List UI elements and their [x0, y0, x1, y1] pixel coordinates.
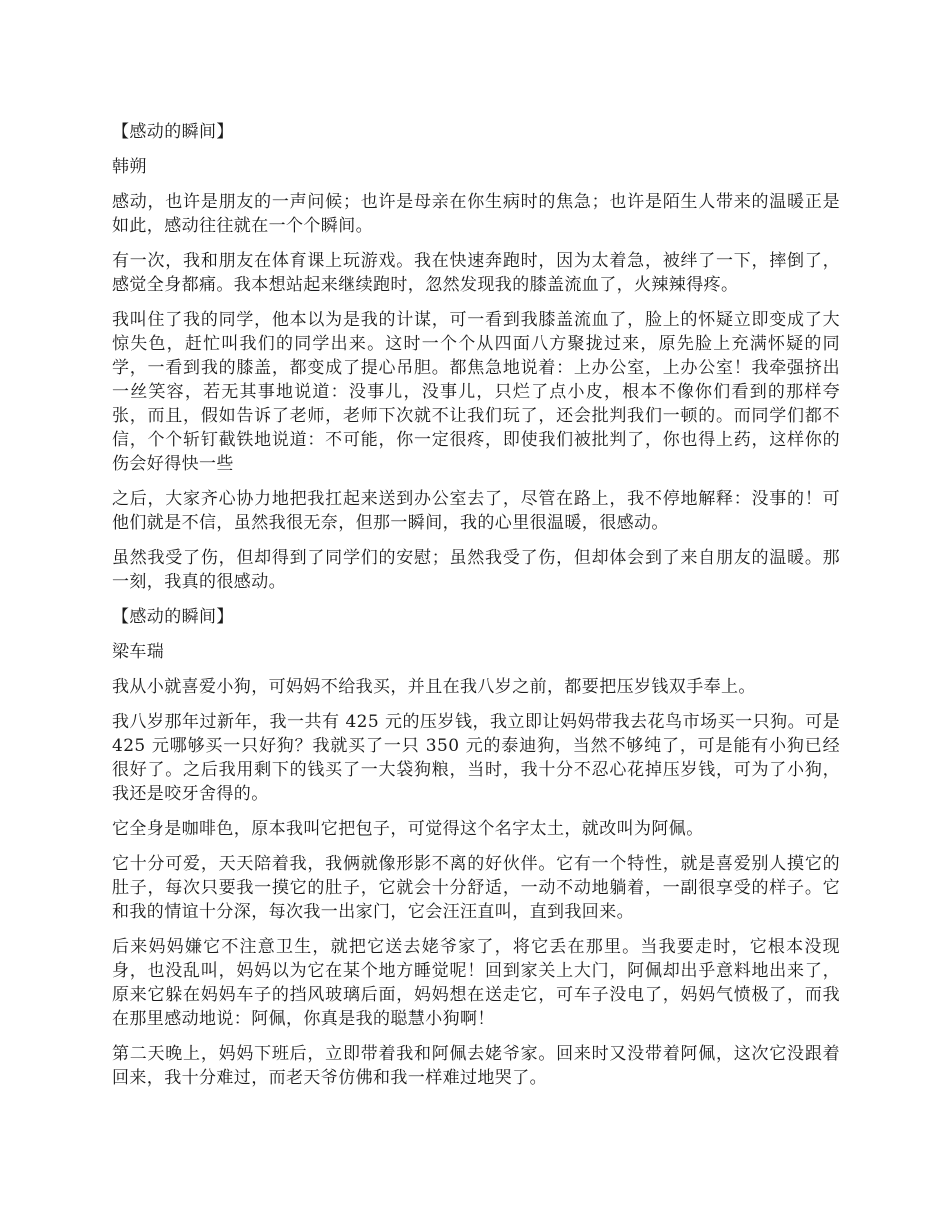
- paragraph: 后来妈妈嫌它不注意卫生，就把它送去姥爷家了，将它丢在那里。当我要走时，它根本没现身，也没乱叫，妈妈以为它在某个地方睡觉呢！回到家关上大门，阿佩却出乎意料地出来了，原来它躲在妈妈车子的挡风玻璃后面，妈妈想在送走它，可车子没电了，妈妈气愤极了，而我在那里感动地说：阿佩，你真是我的聪慧小狗啊！: [112, 937, 840, 1029]
- paragraph: 感动，也许是朋友的一声问候；也许是母亲在你生病时的焦急；也许是陌生人带来的温暖正是如此，感动往往就在一个个瞬间。: [112, 192, 840, 236]
- paragraph: 有一次，我和朋友在体育课上玩游戏。我在快速奔跑时，因为太着急，被绊了一下，摔倒了，感觉全身都痛。我本想站起来继续跑时，忽然发现我的膝盖流血了，火辣辣得疼。: [112, 251, 840, 295]
- paragraph: 第二天晚上，妈妈下班后，立即带着我和阿佩去姥爷家。回来时又没带着阿佩，这次它没跟着回来，我十分难过，而老天爷仿佛和我一样难过地哭了。: [112, 1044, 840, 1088]
- paragraph: 我八岁那年过新年，我一共有 425 元的压岁钱，我立即让妈妈带我去花鸟市场买一只狗。可是 425 元哪够买一只好狗？我就买了一只 350 元的泰迪狗，当然不够纯了，可是能有小狗已经很好了。之后我用剩下的钱买了一大袋狗粮，当时，我十分不忍心花掉压岁钱，可为了小狗，我还是咬牙舍得的。: [112, 712, 840, 804]
- paragraph: 之后，大家齐心协力地把我扛起来送到办公室去了，尽管在路上，我不停地解释：没事的！可他们就是不信，虽然我很无奈，但那一瞬间，我的心里很温暖，很感动。: [112, 489, 840, 533]
- document-page: [112, 120, 840, 1101]
- paragraph: 虽然我受了伤，但却得到了同学们的安慰；虽然我受了伤，但却体会到了来自朋友的温暖。那一刻，我真的很感动。: [112, 548, 840, 592]
- paragraph: 它十分可爱，天天陪着我，我俩就像形影不离的好伙伴。它有一个特性，就是喜爱别人摸它的肚子，每次只要我一摸它的肚子，它就会十分舒适，一动不动地躺着，一副很享受的样子。它和我的情谊十分深，每次我一出家门，它会汪汪直叫，直到我回来。: [112, 854, 840, 922]
- section-title: 【感动的瞬间】: [112, 122, 234, 142]
- section-title: 【感动的瞬间】: [112, 607, 234, 627]
- paragraph: 它全身是咖啡色，原本我叫它把包子，可觉得这个名字太土，就改叫为阿佩。: [112, 819, 704, 839]
- author-name: 韩朔: [112, 157, 147, 177]
- section-1: [112, 120, 840, 594]
- author-name: 梁车瑞: [112, 642, 165, 662]
- paragraph: 我从小就喜爱小狗，可妈妈不给我买，并且在我八岁之前，都要把压岁钱双手奉上。: [112, 677, 756, 697]
- paragraph: 我叫住了我的同学，他本以为是我的计谋，可一看到我膝盖流血了，脸上的怀疑立即变成了大惊失色，赶忙叫我们的同学出来。这时一个个从四面八方聚拢过来，原先脸上充满怀疑的同学，一看到我的膝盖，都变成了提心吊胆。都焦急地说着：上办公室，上办公室！我牵强挤出一丝笑容，若无其事地说道：没事儿，没事儿，只烂了点小皮，根本不像你们看到的那样夸张，而且，假如告诉了老师，老师下次就不让我们玩了，还会批判我们一顿的。而同学们都不信，个个斩钉截铁地说道：不可能，你一定很疼，即使我们被批判了，你也得上药，这样你的伤会好得快一些: [112, 310, 840, 474]
- section-2: [112, 605, 840, 1090]
